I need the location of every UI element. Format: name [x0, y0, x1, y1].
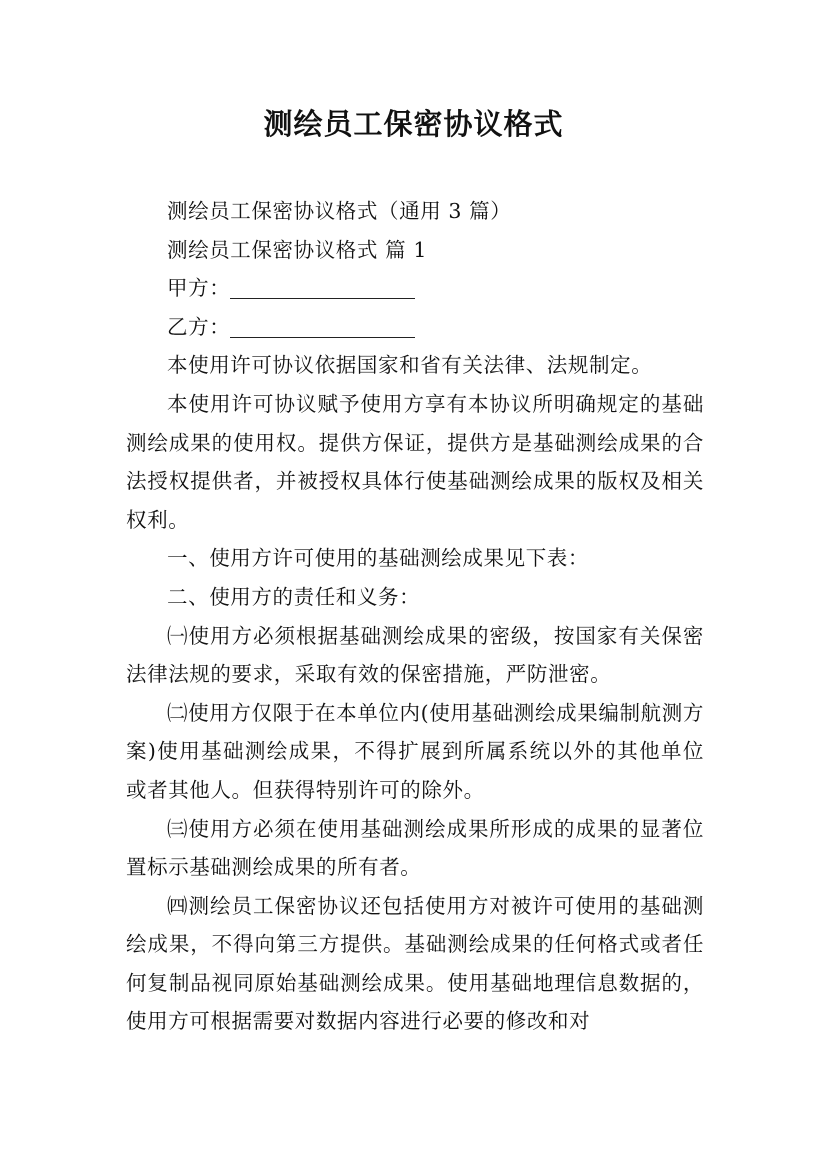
clause-4: ㈣测绘员工保密协议还包括使用方对被许可使用的基础测绘成果，不得向第三方提供。基础测绘成果的任何格式或者任何复制品视同原始基础测绘成果。使用基础地理信息数据的，使用方可根据需要对数据内容进行必要的修改和对 [126, 893, 704, 1034]
clause-1: ㈠使用方必须根据基础测绘成果的密级，按国家有关保密法律法规的要求，采取有效的保密措施，严防泄密。 [126, 623, 704, 687]
document-title: 测绘员工保密协议格式 [263, 107, 564, 141]
document-body [126, 192, 704, 1041]
intro-paragraph: 本使用许可协议依据国家和省有关法律、法规制定。 [167, 353, 653, 378]
party-b-label: 乙方： [167, 314, 231, 339]
party-a-line [126, 269, 704, 308]
clause-3: ㈢使用方必须在使用基础测绘成果所形成的成果的显著位置标示基础测绘成果的所有者。 [126, 816, 704, 880]
paragraph-1: 本使用许可协议赋予使用方享有本协议所明确规定的基础测绘成果的使用权。提供方保证，提供方是基础测绘成果的合法授权提供者，并被授权具体行使基础测绘成果的版权及相关权利。 [126, 391, 704, 532]
subtitle-line: 测绘员工保密协议格式（通用 3 篇） [167, 199, 512, 223]
party-b-line [126, 308, 704, 347]
party-a-label: 甲方： [167, 276, 231, 301]
clause-2: ㈡使用方仅限于在本单位内(使用基础测绘成果编制航测方案)使用基础测绘成果，不得扩展到所属系统以外的其他单位或者其他人。但获得特别许可的除外。 [126, 700, 704, 802]
section-heading: 测绘员工保密协议格式 篇 1 [167, 237, 427, 262]
item-1: 一、使用方许可使用的基础测绘成果见下表： [167, 546, 589, 571]
party-a-blank [230, 276, 415, 299]
party-b-blank [230, 315, 415, 338]
item-2: 二、使用方的责任和义务： [167, 584, 421, 609]
